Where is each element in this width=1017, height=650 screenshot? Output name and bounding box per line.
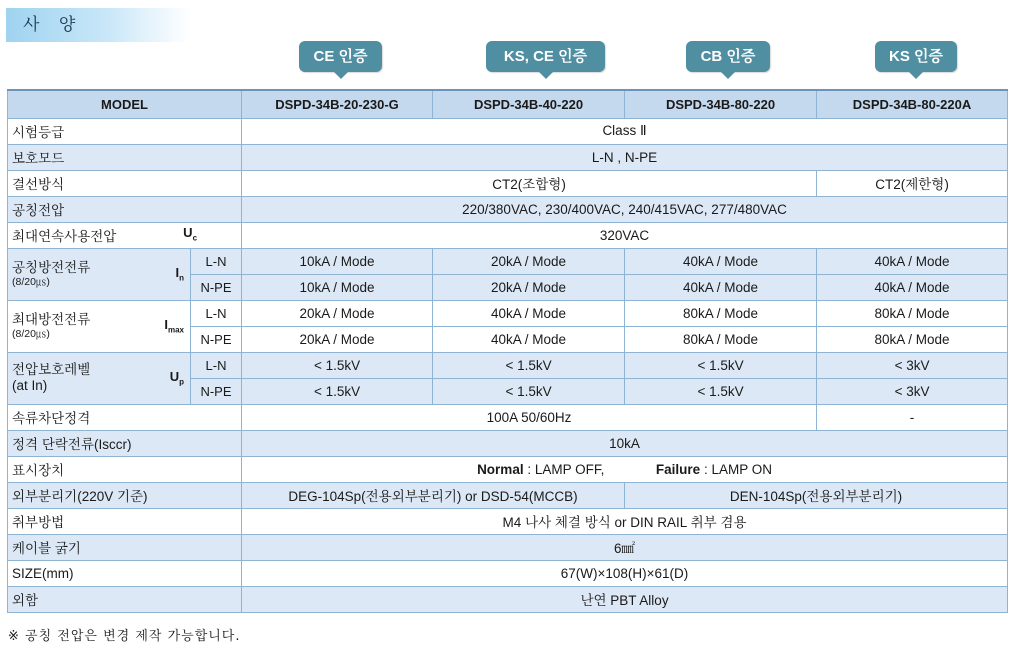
row-value: 67(W)×108(H)×61(D) bbox=[242, 560, 1008, 586]
row-value: 100A 50/60Hz bbox=[242, 404, 817, 430]
row-label: 외함 bbox=[8, 586, 242, 612]
label-subtext: (8/20㎲) bbox=[12, 327, 50, 340]
label-text: 전압보호레벨 bbox=[12, 362, 91, 377]
row-value bbox=[242, 456, 1008, 482]
row-label: 보호모드 bbox=[8, 144, 242, 170]
row-external-disconnector bbox=[8, 482, 1008, 508]
row-label: 시험등급 bbox=[8, 118, 242, 144]
cell-value: < 1.5kV bbox=[433, 378, 625, 404]
row-label: 케이블 굵기 bbox=[8, 534, 242, 560]
spec-table bbox=[7, 89, 1008, 613]
row-sccr bbox=[8, 430, 1008, 456]
symbol-up: $U_p$ bbox=[169, 369, 184, 387]
badge-ks: KS 인증 bbox=[875, 41, 957, 72]
row-housing bbox=[8, 586, 1008, 612]
cell-value: 40kA / Mode bbox=[625, 274, 817, 300]
row-label: 정격 단락전류(Isccr) bbox=[8, 430, 242, 456]
row-value: L-N , N-PE bbox=[242, 144, 1008, 170]
cell-value: 80kA / Mode bbox=[625, 326, 817, 352]
row-value: 320VAC bbox=[242, 222, 1008, 248]
cell-value: 20kA / Mode bbox=[433, 274, 625, 300]
label-text: 공칭방전전류 bbox=[12, 259, 91, 275]
row-label: 외부분리기(220V 기준) bbox=[8, 482, 242, 508]
cell-value: 80kA / Mode bbox=[625, 300, 817, 326]
row-value: DEN-104Sp(전용외부분리기) bbox=[625, 482, 1008, 508]
row-size bbox=[8, 560, 1008, 586]
row-label: 표시장치 bbox=[8, 456, 242, 482]
cell-value: < 1.5kV bbox=[242, 378, 433, 404]
footnote: ※ 공칭 전압은 변경 제작 가능합니다. bbox=[8, 629, 241, 644]
badge-ce: CE 인증 bbox=[299, 41, 382, 72]
indicator-normal-label: Normal bbox=[477, 461, 524, 477]
row-value: Class Ⅱ bbox=[242, 118, 1008, 144]
indicator-failure-label: Failure bbox=[655, 461, 701, 477]
row-nominal-voltage bbox=[8, 196, 1008, 222]
row-label: 공칭전압 bbox=[8, 196, 242, 222]
row-wiring bbox=[8, 170, 1008, 196]
row-label: 취부방법 bbox=[8, 508, 242, 534]
row-protection-level-ln bbox=[8, 352, 1008, 378]
row-protection-mode bbox=[8, 144, 1008, 170]
cell-value: < 1.5kV bbox=[625, 378, 817, 404]
label-text: 최대연속사용전압 bbox=[12, 229, 117, 244]
row-cable bbox=[8, 534, 1008, 560]
cell-value: < 3kV bbox=[817, 352, 1008, 378]
symbol-imax: $I_{max}$ bbox=[164, 317, 184, 335]
row-nominal-current-ln bbox=[8, 248, 1008, 274]
row-mounting bbox=[8, 508, 1008, 534]
cell-value: < 3kV bbox=[817, 378, 1008, 404]
row-value: DEG-104Sp(전용외부분리기) or DSD-54(MCCB) bbox=[242, 482, 625, 508]
cell-value: 40kA / Mode bbox=[433, 326, 625, 352]
cell-value: 20kA / Mode bbox=[433, 248, 625, 274]
row-test-class bbox=[8, 118, 1008, 144]
header-row bbox=[8, 90, 1008, 118]
row-label: 결선방식 bbox=[8, 170, 242, 196]
cell-value: 10kA / Mode bbox=[242, 274, 433, 300]
row-max-voltage bbox=[8, 222, 1008, 248]
row-follow-current bbox=[8, 404, 1008, 430]
model-name: DSPD-34B-80-220 bbox=[625, 90, 817, 118]
row-label bbox=[8, 300, 191, 352]
row-label: 속류차단정격 bbox=[8, 404, 242, 430]
label-subtext: (8/20㎲) bbox=[12, 275, 50, 288]
row-value: 220/380VAC, 230/400VAC, 240/415VAC, 277/480VAC bbox=[242, 196, 1008, 222]
mode-label: L-N bbox=[191, 300, 242, 326]
cell-value: < 1.5kV bbox=[433, 352, 625, 378]
mode-label: N-PE bbox=[191, 378, 242, 404]
row-value: CT2(조합형) bbox=[242, 170, 817, 196]
label-subtext: (at In) bbox=[12, 378, 48, 393]
cell-value: 80kA / Mode bbox=[817, 300, 1008, 326]
model-name: DSPD-34B-20-230-G bbox=[242, 90, 433, 118]
row-label bbox=[8, 222, 242, 248]
cell-value: 20kA / Mode bbox=[242, 300, 433, 326]
row-label: SIZE(mm) bbox=[8, 560, 242, 586]
model-name: DSPD-34B-40-220 bbox=[433, 90, 625, 118]
mode-label: N-PE bbox=[191, 326, 242, 352]
row-value: 6㎟ bbox=[242, 534, 1008, 560]
cell-value: 20kA / Mode bbox=[242, 326, 433, 352]
row-value: - bbox=[817, 404, 1008, 430]
indicator-failure-value: : LAMP ON bbox=[703, 461, 772, 477]
cell-value: 40kA / Mode bbox=[817, 274, 1008, 300]
cell-value: 80kA / Mode bbox=[817, 326, 1008, 352]
badge-ks-ce: KS, CE 인증 bbox=[486, 41, 605, 72]
row-value: M4 나사 체결 방식 or DIN RAIL 취부 겸용 bbox=[242, 508, 1008, 534]
cell-value: < 1.5kV bbox=[625, 352, 817, 378]
symbol-uc: $U_c$ bbox=[183, 225, 198, 243]
row-value: 10kA bbox=[242, 430, 1008, 456]
row-value: 난연 PBT Alloy bbox=[242, 586, 1008, 612]
model-header: MODEL bbox=[8, 90, 242, 118]
mode-label: N-PE bbox=[191, 274, 242, 300]
cell-value: 40kA / Mode bbox=[817, 248, 1008, 274]
mode-label: L-N bbox=[191, 248, 242, 274]
row-label bbox=[8, 352, 191, 404]
row-value: CT2(제한형) bbox=[817, 170, 1008, 196]
cell-value: 10kA / Mode bbox=[242, 248, 433, 274]
symbol-in: $I_n$ bbox=[175, 265, 184, 283]
mode-label: L-N bbox=[191, 352, 242, 378]
indicator-normal-value: : LAMP OFF, bbox=[527, 461, 605, 477]
row-indicator bbox=[8, 456, 1008, 482]
label-text: 최대방전전류 bbox=[12, 311, 91, 327]
cell-value: 40kA / Mode bbox=[433, 300, 625, 326]
model-name: DSPD-34B-80-220A bbox=[817, 90, 1008, 118]
cell-value: 40kA / Mode bbox=[625, 248, 817, 274]
section-title: 사 양 bbox=[6, 8, 190, 42]
badge-cb: CB 인증 bbox=[686, 41, 770, 72]
row-max-current-ln bbox=[8, 300, 1008, 326]
row-label bbox=[8, 248, 191, 300]
cell-value: < 1.5kV bbox=[242, 352, 433, 378]
